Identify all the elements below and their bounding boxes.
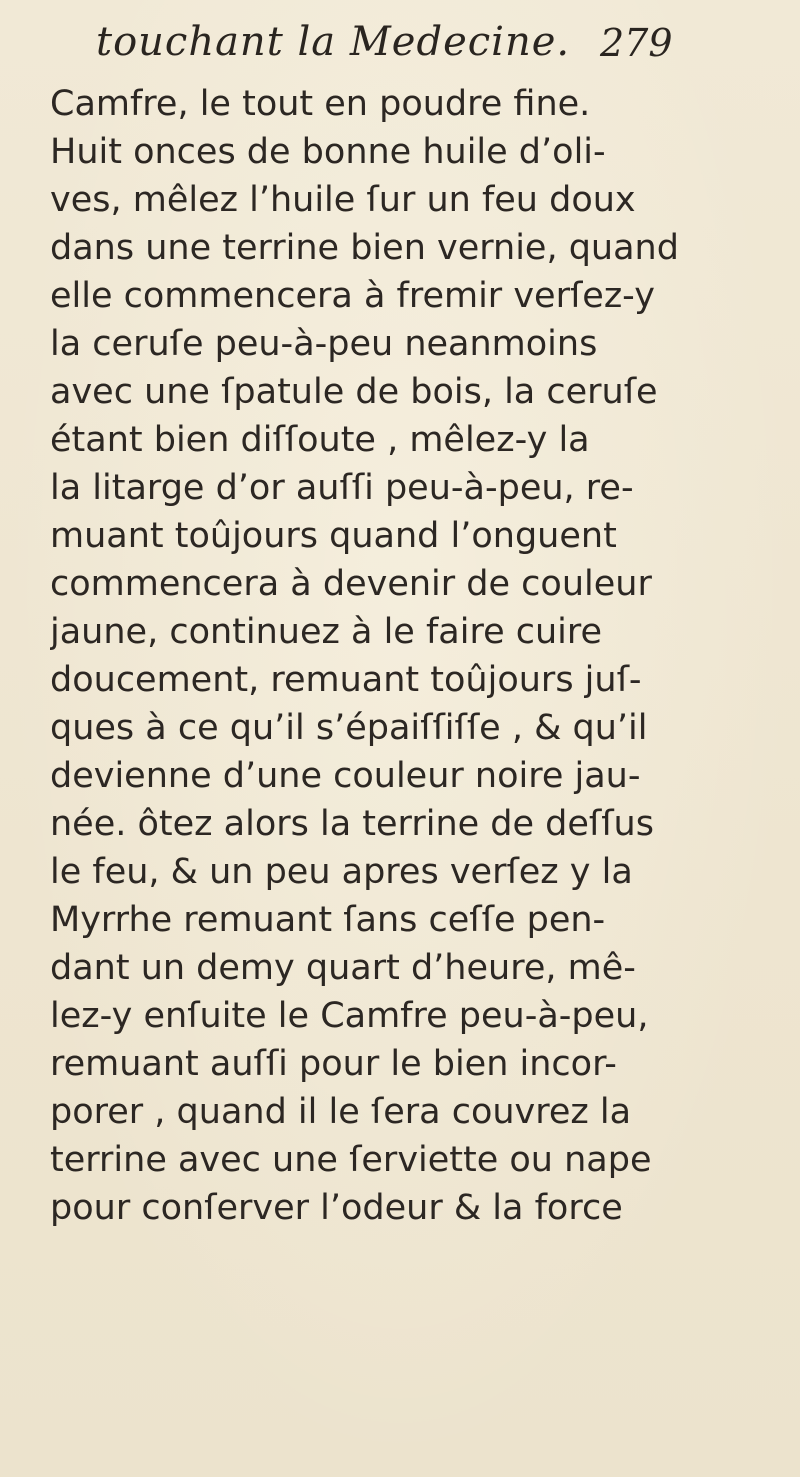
text-line: ques à ce qu’il s’épaiſſiſſe , & qu’il	[50, 708, 648, 748]
page-number: 279	[600, 21, 673, 65]
text-line: lez-y enſuite le Camfre peu-à-peu,	[50, 996, 649, 1036]
text-line: Camfre, le tout en poudre fine.	[50, 84, 591, 124]
text-line: elle commencera à fremir verſez-y	[50, 276, 655, 316]
text-line: jaune, continuez à le faire cuire	[50, 612, 603, 652]
text-line: née. ôtez alors la terrine de deſſus	[50, 804, 654, 844]
text-line: devienne d’une couleur noire jau-	[50, 756, 641, 796]
text-line: la ceruſe peu-à-peu neanmoins	[50, 324, 598, 364]
text-line: avec une ſpatule de bois, la ceruſe	[50, 372, 658, 412]
text-line: commencera à devenir de couleur	[50, 564, 652, 604]
text-line: pour conſerver l’odeur & la force	[50, 1188, 623, 1228]
text-line: ves, mêlez l’huile ſur un feu doux	[50, 180, 636, 220]
text-line: le feu, & un peu apres verſez y la	[50, 852, 633, 892]
text-line: porer , quand il le ſera couvrez la	[50, 1092, 632, 1132]
text-line: Huit onces de bonne huile d’oli-	[50, 132, 606, 172]
text-line: dans une terrine bien vernie, quand	[50, 228, 679, 268]
text-line: dant un demy quart d’heure, mê-	[50, 948, 636, 988]
running-head	[96, 14, 696, 74]
text-line: Myrrhe remuant ſans ceſſe pen-	[50, 900, 606, 940]
text-line: la litarge d’or auſſi peu-à-peu, re-	[50, 468, 634, 508]
text-line: remuant auſſi pour le bien incor-	[50, 1044, 617, 1084]
text-line: étant bien diſſoute , mêlez-y la	[50, 420, 590, 460]
text-line: muant toûjours quand l’onguent	[50, 516, 617, 556]
running-title: touchant la Medecine.	[96, 19, 571, 65]
text-line: doucement, remuant toûjours juſ-	[50, 660, 642, 700]
body-text	[50, 80, 690, 1232]
text-line: terrine avec une ſerviette ou nape	[50, 1140, 652, 1180]
